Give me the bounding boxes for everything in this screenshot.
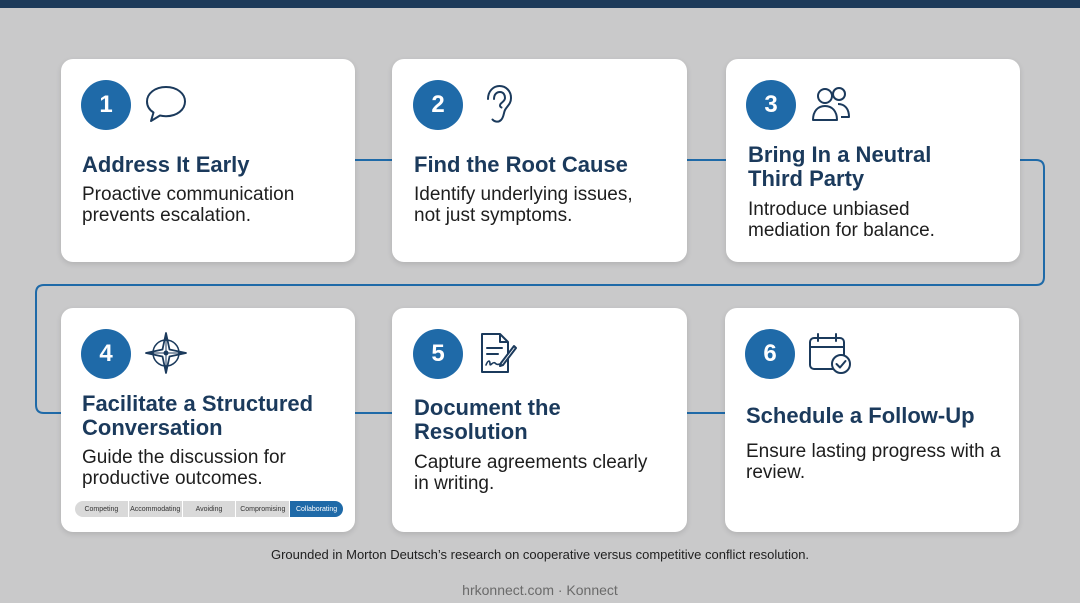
step-description: Proactive communication prevents escalation.: [82, 184, 295, 226]
step-number-badge: 4: [81, 329, 131, 379]
step-title: Bring In a Neutral Third Party: [748, 142, 932, 191]
step-card-1: [61, 59, 355, 262]
step-card-5: [392, 308, 687, 532]
style-segment-compromising: Compromising: [236, 501, 290, 517]
ear-icon: [474, 81, 520, 127]
style-segment-competing: Competing: [75, 501, 129, 517]
step-title: Find the Root Cause: [414, 152, 628, 177]
step-description: Capture agreements clearly in writing.: [414, 452, 648, 494]
step-number-badge: 6: [745, 329, 795, 379]
step-card-4: [61, 308, 355, 532]
step-description: Introduce unbiased mediation for balance.: [748, 199, 935, 241]
calendar-check-icon: [807, 330, 853, 376]
step-description: Ensure lasting progress with a review.: [746, 441, 1001, 483]
step-card-2: [392, 59, 687, 262]
conflict-styles-scale: [75, 501, 343, 517]
speech-bubble-icon: [143, 81, 189, 127]
site-credit: hrkonnect.com · Konnect: [462, 582, 618, 598]
step-title: Facilitate a Structured Conversation: [82, 391, 314, 440]
step-title: Document the Resolution: [414, 395, 561, 444]
step-title: Schedule a Follow-Up: [746, 403, 975, 428]
step-description: Guide the discussion for productive outcomes.: [82, 447, 286, 489]
step-number-badge: 1: [81, 80, 131, 130]
step-card-6: [725, 308, 1019, 532]
style-segment-accommodating: Accommodating: [129, 501, 183, 517]
style-segment-avoiding: Avoiding: [183, 501, 237, 517]
step-description: Identify underlying issues, not just symptoms.: [414, 184, 633, 226]
step-title: Address It Early: [82, 152, 250, 177]
step-number-badge: 2: [413, 80, 463, 130]
step-number-badge: 5: [413, 329, 463, 379]
compass-icon: [143, 330, 189, 376]
document-signature-icon: [474, 330, 520, 376]
people-icon: [808, 81, 854, 127]
step-card-3: [726, 59, 1020, 262]
step-number-badge: 3: [746, 80, 796, 130]
style-segment-collaborating: Collaborating: [290, 501, 343, 517]
research-footnote: Grounded in Morton Deutsch’s research on cooperative versus competitive conflict resolution.: [270, 547, 810, 562]
